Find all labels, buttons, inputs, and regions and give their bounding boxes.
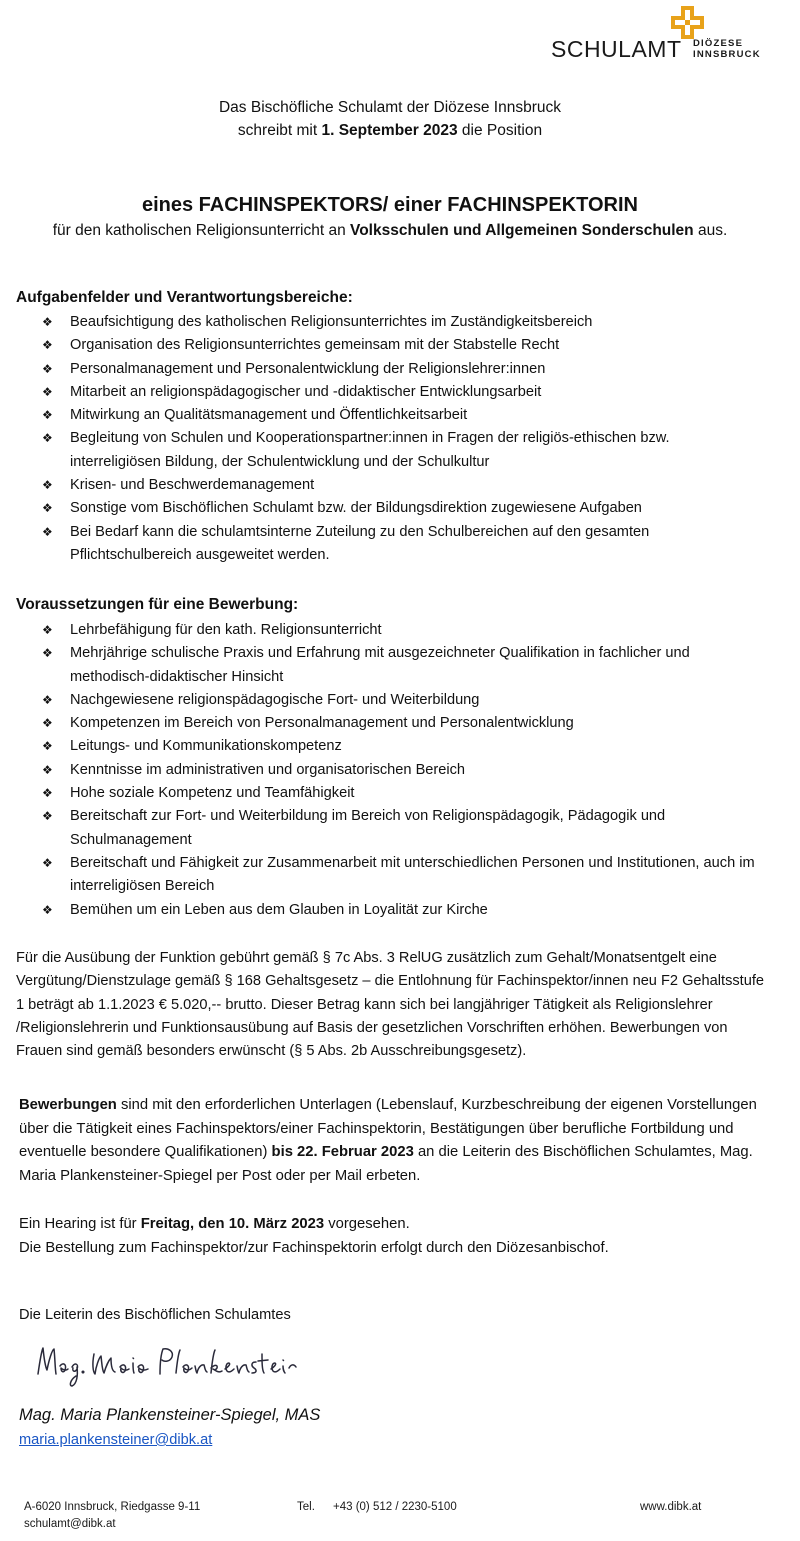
intro-line2 <box>0 119 780 142</box>
application-text1: sind mit den erforderlichen Unterlagen (Lebenslauf, Kurzbeschreibung der eigenen Vorstellungen über die Tätigkeit eines Fachinspektors/einer Fachinspektorin, Bestätigungen über berufliche Fortbildung und eventuelle besondere Qualifikationen) <box>19 1097 757 1160</box>
job-subtitle-pre: für den katholischen Religionsunterricht an <box>52 222 350 239</box>
list-item-text: Sonstige vom Bischöflichen Schulamt bzw. der Bildungsdirektion zugewiesene Aufgaben <box>70 500 642 517</box>
hearing-line1 <box>19 1213 779 1237</box>
intro-line1: Das Bischöfliche Schulamt der Diözese Innsbruck <box>218 99 561 116</box>
list-item <box>40 311 755 334</box>
list-item-text: Organisation des Religionsunterrichtes gemeinsam mit der Stabstelle Recht <box>70 337 560 354</box>
list-item <box>40 899 755 922</box>
footer-address: A-6020 Innsbruck, Riedgasse 9-11 <box>24 1501 201 1513</box>
bullet-icon: ❖ <box>42 501 53 516</box>
list-item-text: Krisen- und Beschwerdemanagement <box>70 477 315 494</box>
bullet-icon: ❖ <box>42 408 53 423</box>
bullet-icon: ❖ <box>42 762 53 777</box>
footer-tel-label: Tel. <box>297 1501 315 1513</box>
hearing-post: vorgesehen. <box>324 1216 410 1232</box>
list-item <box>40 381 755 404</box>
list-item-text: Kompetenzen im Bereich von Personalmanagement und Personalentwicklung <box>70 715 574 732</box>
signer-name: Mag. Maria Plankensteiner-Spiegel, MAS <box>19 1406 321 1424</box>
hearing-line2: Die Bestellung zum Fachinspektor/zur Fachinspektorin erfolgt durch den Diözesanbischof. <box>19 1239 609 1256</box>
list-item-text: Bei Bedarf kann die schulamtsinterne Zuteilung zu den Schulbereichen auf den gesamten Pflichtschulbereich ausgeweitet werden. <box>70 523 650 563</box>
intro-line2-post: die Position <box>457 122 543 139</box>
school-types: Volksschulen und Allgemeinen Sonderschulen <box>350 222 694 239</box>
list-item-text: Beaufsichtigung des katholischen Religionsunterrichtes im Zuständigkeitsbereich <box>70 314 593 330</box>
hearing-date: Freitag, den 10. März 2023 <box>140 1216 325 1232</box>
bullet-icon: ❖ <box>42 855 53 870</box>
list-item <box>40 334 755 357</box>
footer-website: www.dibk.at <box>640 1501 702 1513</box>
footer-email: schulamt@dibk.at <box>24 1518 116 1530</box>
logo-subtitle-line2: INNSBRUCK <box>693 49 761 60</box>
logo-subtitle <box>693 38 761 60</box>
deadline: bis 22. Februar 2023 <box>271 1144 414 1160</box>
list-item <box>40 521 755 568</box>
list-item-text: Mehrjährige schulische Praxis und Erfahrung mit ausgezeichneter Qualifikation in fachlicher und methodisch-didaktischer Hinsicht <box>70 645 690 685</box>
application-bold: Bewerbungen <box>19 1097 117 1113</box>
list-item <box>40 619 755 642</box>
start-date: 1. September 2023 <box>321 122 458 139</box>
bullet-icon: ❖ <box>42 478 53 493</box>
job-title: eines FACHINSPEKTORS/ einer FACHINSPEKTORIN <box>141 194 639 216</box>
hearing-paragraph <box>19 1213 779 1260</box>
requirements-list <box>40 619 755 922</box>
bullet-icon: ❖ <box>42 361 53 376</box>
bullet-icon: ❖ <box>42 716 53 731</box>
signer-email-link[interactable]: maria.plankensteiner@dibk.at <box>19 1432 213 1448</box>
bullet-icon: ❖ <box>42 384 53 399</box>
intro-text <box>0 96 780 142</box>
footer-tel: +43 (0) 512 / 2230-5100 <box>333 1501 457 1513</box>
bullet-icon: ❖ <box>42 524 53 539</box>
requirements-heading: Voraussetzungen für eine Bewerbung: <box>16 596 299 613</box>
list-item-text: Bemühen um ein Leben aus dem Glauben in Loyalität zur Kirche <box>70 901 488 918</box>
list-item <box>40 358 755 381</box>
list-item <box>40 497 755 520</box>
list-item <box>40 474 755 497</box>
handwritten-signature <box>30 1340 300 1390</box>
list-item <box>40 852 755 899</box>
bullet-icon: ❖ <box>42 623 53 637</box>
list-item <box>40 735 755 758</box>
salary-paragraph: Für die Ausübung der Funktion gebührt gemäß § 7c Abs. 3 RelUG zusätzlich zum Gehalt/Monatsentgelt eine Vergütung/Dienstzulage gemäß § 168 Gehaltsgesetz – die Entlohnung für Fachinspektor/innen neu F2 Gehaltsstufe 1 beträgt ab 1.1.2023 € 5.020,-- brutto. Dieser Betrag kann sich bei langjähriger Tätigkeit als Religionslehrer /Religionslehrerin und Funktionsausübung auf Basis der gesetzlichen Vorschriften erhöhen. Bewerbungen von Frauen sind gemäß besonders erwünscht (§ 5 Abs. 2b Ausschreibungsgesetz). <box>16 950 765 1060</box>
list-item-text: Hohe soziale Kompetenz und Teamfähigkeit <box>70 785 355 802</box>
list-item <box>40 712 755 735</box>
job-subtitle <box>0 222 780 240</box>
hearing-pre: Ein Hearing ist für <box>19 1216 141 1232</box>
bullet-icon: ❖ <box>42 315 53 329</box>
job-subtitle-post: aus. <box>693 222 728 239</box>
logo-subtitle-line1: DIÖZESE <box>693 38 744 49</box>
tasks-list <box>40 311 755 567</box>
intro-line2-pre: schreibt mit <box>237 122 322 139</box>
bullet-icon: ❖ <box>42 431 53 446</box>
bullet-icon: ❖ <box>42 646 53 661</box>
bullet-icon: ❖ <box>42 338 53 353</box>
bullet-icon: ❖ <box>42 786 53 801</box>
list-item <box>40 689 755 712</box>
list-item <box>40 642 755 689</box>
list-item-text: Mitarbeit an religionspädagogischer und -didaktischer Entwicklungsarbeit <box>70 383 542 400</box>
bullet-icon: ❖ <box>42 809 53 824</box>
bullet-icon: ❖ <box>42 692 53 707</box>
list-item-text: Bereitschaft zur Fort- und Weiterbildung im Bereich von Religionspädagogik, Pädagogik und Schulmanagement <box>70 808 666 848</box>
list-item-text: Bereitschaft und Fähigkeit zur Zusammenarbeit mit unterschiedlichen Personen und Institutionen, auch im interreligiösen Bereich <box>70 854 755 895</box>
list-item-text: Lehrbefähigung für den kath. Religionsunterricht <box>70 622 382 638</box>
list-item <box>40 427 755 474</box>
list-item <box>40 782 755 805</box>
list-item-text: Mitwirkung an Qualitätsmanagement und Öffentlichkeitsarbeit <box>70 407 468 424</box>
application-text2: an die Leiterin des Bischöflichen Schulamtes, Mag. Maria Plankensteiner-Spiegel per Post oder per Mail erbeten. <box>19 1144 753 1184</box>
list-item-text: Leitungs- und Kommunikationskompetenz <box>70 738 342 755</box>
list-item-text: Begleitung von Schulen und Kooperationspartner:innen in Fragen der religiös-ethischen bzw. interreligiösen Bildung, der Schulentwicklung und der Schulkultur <box>70 430 670 470</box>
list-item-text: Kenntnisse im administrativen und organisatorischen Bereich <box>70 761 466 778</box>
bullet-icon: ❖ <box>42 739 53 754</box>
list-item <box>40 404 755 427</box>
list-item <box>40 759 755 782</box>
bullet-icon: ❖ <box>42 902 53 917</box>
application-paragraph <box>19 1094 779 1188</box>
logo-wordmark: SCHULAMT <box>551 36 682 62</box>
list-item <box>40 805 755 852</box>
list-item-text: Personalmanagement und Personalentwicklung der Religionslehrer:innen <box>70 360 546 377</box>
signature-label: Die Leiterin des Bischöflichen Schulamtes <box>19 1307 291 1323</box>
diocese-cross-logo-icon <box>671 6 704 39</box>
list-item-text: Nachgewiesene religionspädagogische Fort- und Weiterbildung <box>70 691 480 708</box>
tasks-heading: Aufgabenfelder und Verantwortungsbereiche: <box>16 289 353 306</box>
